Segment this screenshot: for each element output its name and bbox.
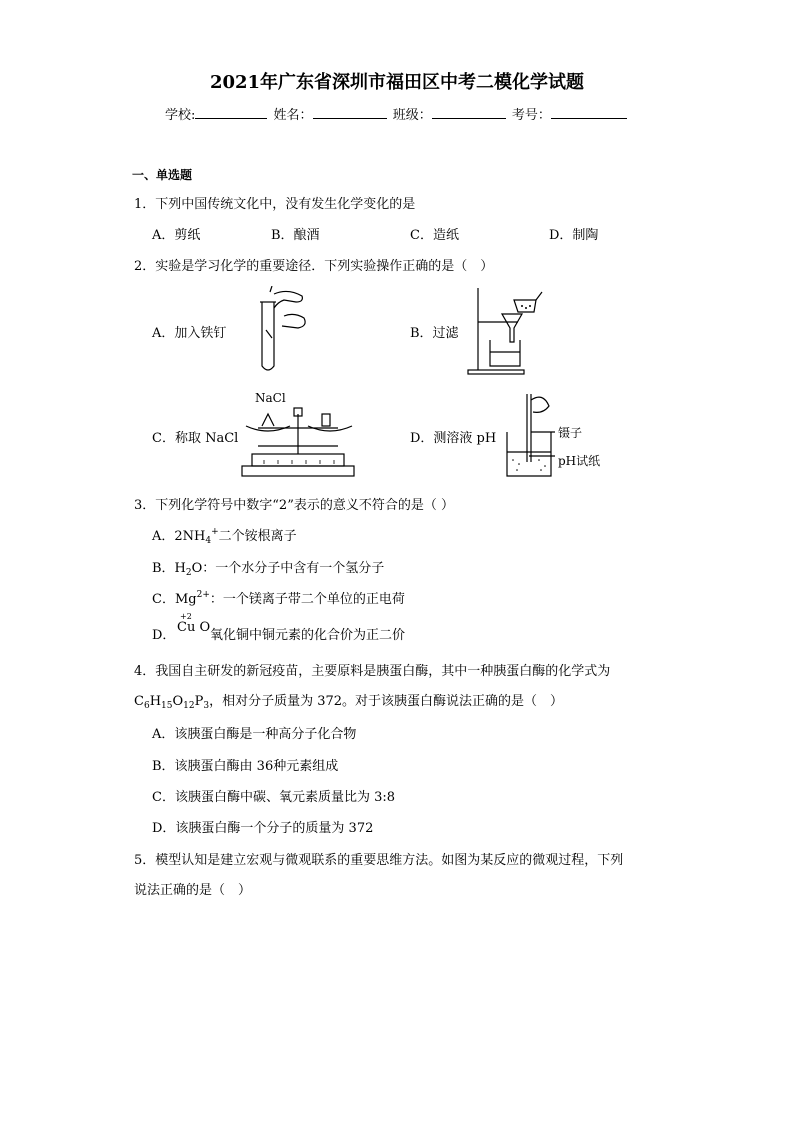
q3-option-d-label: D．	[152, 628, 176, 643]
q2-option-c: C．称取 NaCl	[152, 431, 239, 446]
formula-o-sub: 12	[183, 701, 195, 711]
q3-a-formula: A．2NH	[152, 529, 206, 544]
school-blank[interactable]	[195, 104, 267, 119]
formula-h-sub: 15	[161, 701, 173, 711]
q3-option-a	[152, 525, 297, 546]
question-5-stem-line2: 说法正确的是（ ）	[134, 883, 252, 898]
q3-a-subscript: 4	[205, 536, 212, 546]
q3-a-text: 二个铵根离子	[218, 529, 297, 544]
question-4-stem-line1: 4．我国自主研发的新冠疫苗，主要原料是胰蛋白酶，其中一种胰蛋白酶的化学式为	[134, 664, 611, 679]
class-blank[interactable]	[432, 104, 506, 119]
exam-no-blank[interactable]	[551, 104, 627, 119]
section-heading: 一、单选题	[132, 168, 193, 182]
q3-a-superscript: +	[211, 527, 219, 537]
q2-option-b: B．过滤	[410, 326, 459, 341]
q3-b-formula: B．H	[152, 561, 186, 576]
ph-test-figure	[503, 392, 557, 480]
name-blank[interactable]	[313, 104, 387, 119]
formula-c: C	[134, 694, 144, 709]
test-tube-iron-nail-figure	[244, 286, 310, 376]
q2-option-a: A．加入铁钉	[152, 326, 227, 341]
nacl-figure-label: NaCl	[255, 391, 286, 405]
formula-p: P	[194, 694, 204, 709]
formula-c-sub: 6	[143, 701, 150, 711]
question-3-stem: 3．下列化学符号中数字“2”表示的意义不符合的是（ ）	[134, 498, 454, 513]
q3-option-b	[152, 557, 384, 578]
q4-option-c: C．该胰蛋白酶中碳、氧元素质量比为 3:8	[152, 790, 396, 805]
question-4-stem-line2	[134, 690, 563, 711]
name-label: 姓名：	[273, 108, 313, 123]
q3-option-d-formula	[177, 612, 211, 635]
q4-option-b: B．该胰蛋白酶由 36种元素组成	[152, 759, 339, 774]
q2-option-d: D．测溶液 pH	[410, 431, 497, 446]
q3-c-formula: C．Mg	[152, 592, 197, 607]
q3-d-oxidation-state: +2	[180, 612, 192, 621]
question-4-stem-tail: ，相对分子质量为 372。对于该胰蛋白酶说法正确的是（ ）	[209, 694, 564, 709]
student-info-line	[165, 104, 629, 123]
page-title: 2021年广东省深圳市福田区中考二模化学试题	[209, 72, 585, 93]
balance-scale-figure	[238, 400, 360, 480]
q3-d-cuo: Cu O	[177, 620, 211, 635]
q3-b-subscript: 2	[185, 568, 192, 578]
q3-c-text: ：一个镁离子带二个单位的正电荷	[209, 592, 405, 607]
formula-o: O	[172, 694, 184, 709]
formula-h: H	[149, 694, 162, 709]
exam-no-label: 考号：	[511, 108, 551, 123]
ph-paper-label: pH试纸	[558, 454, 601, 468]
class-label: 班级：	[392, 108, 432, 123]
q1-option-b: B．酿酒	[271, 228, 320, 243]
q3-option-c	[152, 588, 405, 607]
q3-c-superscript: 2+	[196, 590, 210, 600]
tweezers-label: 镊子	[558, 426, 583, 440]
question-5-stem-line1: 5．模型认知是建立宏观与微观联系的重要思维方法。如图为某反应的微观过程，下列	[134, 853, 624, 868]
q3-b-text: O：一个水分子中含有一个氢分子	[191, 561, 385, 576]
question-2-stem: 2．实验是学习化学的重要途径．下列实验操作正确的是（ ）	[134, 259, 494, 274]
q1-option-d: D．制陶	[549, 228, 599, 243]
formula-p-sub: 3	[203, 701, 210, 711]
q4-option-a: A．该胰蛋白酶是一种高分子化合物	[152, 727, 357, 742]
question-1-stem: 1．下列中国传统文化中，没有发生化学变化的是	[134, 197, 416, 212]
filtration-figure	[464, 286, 546, 376]
q4-option-d: D．该胰蛋白酶一个分子的质量为 372	[152, 821, 374, 836]
q1-option-c: C．造纸	[410, 228, 459, 243]
q3-option-d-text: 氧化铜中铜元素的化合价为正二价	[210, 628, 406, 643]
q1-option-a: A．剪纸	[152, 228, 201, 243]
school-label: 学校:	[165, 108, 196, 123]
